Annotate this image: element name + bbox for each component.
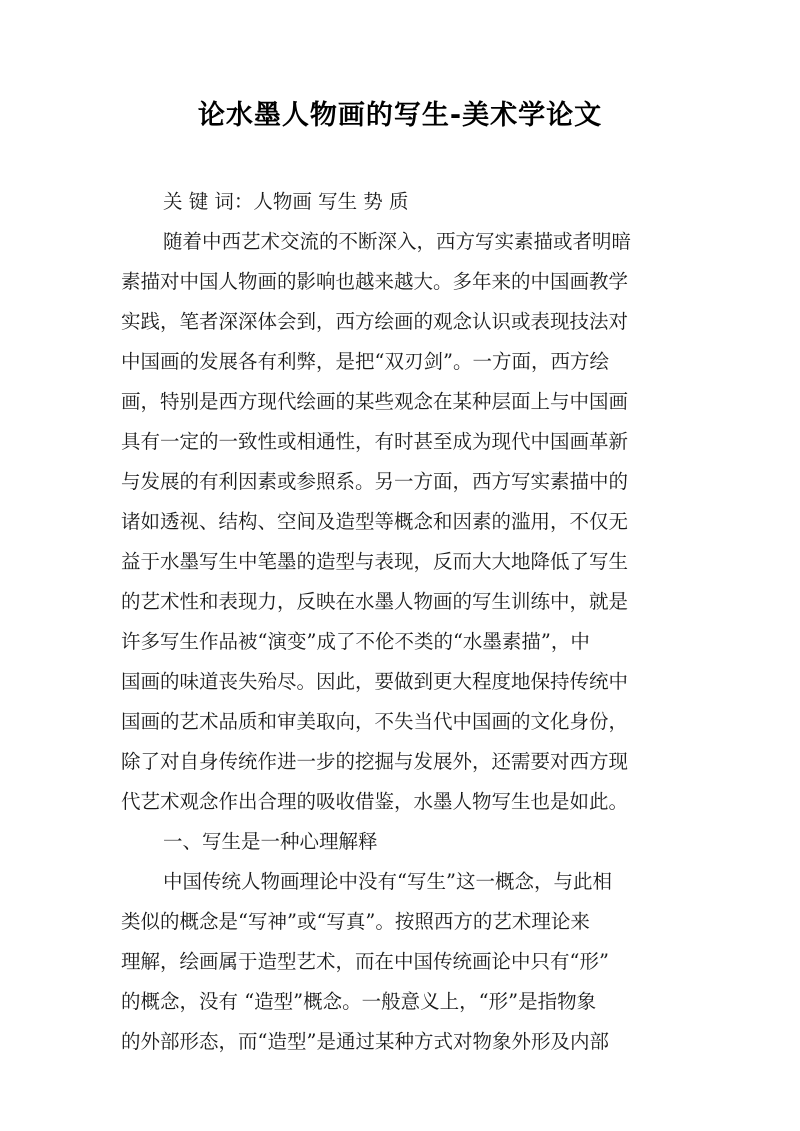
body-line: 理解，绘画属于造型艺术，而在中国传统画论中只有“形” <box>121 950 609 973</box>
body-line: 的艺术性和表现力，反映在水墨人物画的写生训练中，就是 <box>121 590 629 613</box>
document-title: 论水墨人物画的写生-美术学论文 <box>197 100 603 131</box>
body-line: 诸如透视、结构、空间及造型等概念和因素的滥用，不仅无 <box>121 510 629 533</box>
body-line: 具有一定的一致性或相通性，有时甚至成为现代中国画革新 <box>121 430 629 453</box>
body-line: 国画的味道丧失殆尽。因此，要做到更大程度地保持传统中 <box>121 670 629 693</box>
body-line: 许多写生作品被“演变”成了不伦不类的“水墨素描”，中 <box>121 630 590 653</box>
body-line: 实践，笔者深深体会到，西方绘画的观念认识或表现技法对 <box>121 310 629 333</box>
body-line: 类似的概念是“写神”或“写真”。按照西方的艺术理论来 <box>121 910 590 933</box>
body-line: 的外部形态，而“造型”是通过某种方式对物象外形及内部 <box>121 1030 609 1053</box>
body-line: 代艺术观念作出合理的吸收借鉴，水墨人物写生也是如此。 <box>121 790 629 813</box>
body-line: 素描对中国人物画的影响也越来越大。多年来的中国画教学 <box>121 270 629 293</box>
body-line: 中国画的发展各有利弊，是把“双刃剑”。一方面，西方绘 <box>121 350 609 373</box>
body-line: 除了对自身传统作进一步的挖掘与发展外，还需要对西方现 <box>121 750 629 773</box>
body-line: 国画的艺术品质和审美取向，不失当代中国画的文化身份， <box>121 710 629 733</box>
keywords-line: 关 键 词：人物画 写生 势 质 <box>163 190 409 213</box>
body-line: 益于水墨写生中笔墨的造型与表现，反而大大地降低了写生 <box>121 550 629 573</box>
body-line: 画，特别是西方现代绘画的某些观念在某种层面上与中国画 <box>121 390 629 413</box>
body-line: 随着中西艺术交流的不断深入，西方写实素描或者明暗 <box>163 230 632 253</box>
section-heading: 一、写生是一种心理解释 <box>163 830 378 853</box>
body-line: 与发展的有利因素或参照系。另一方面，西方写实素描中的 <box>121 470 629 493</box>
body-line: 中国传统人物画理论中没有“写生”这一概念，与此相 <box>163 870 612 893</box>
body-line: 的概念，没有 “造型”概念。一般意义上，“形”是指物象 <box>121 990 597 1013</box>
document-body <box>121 182 683 1062</box>
